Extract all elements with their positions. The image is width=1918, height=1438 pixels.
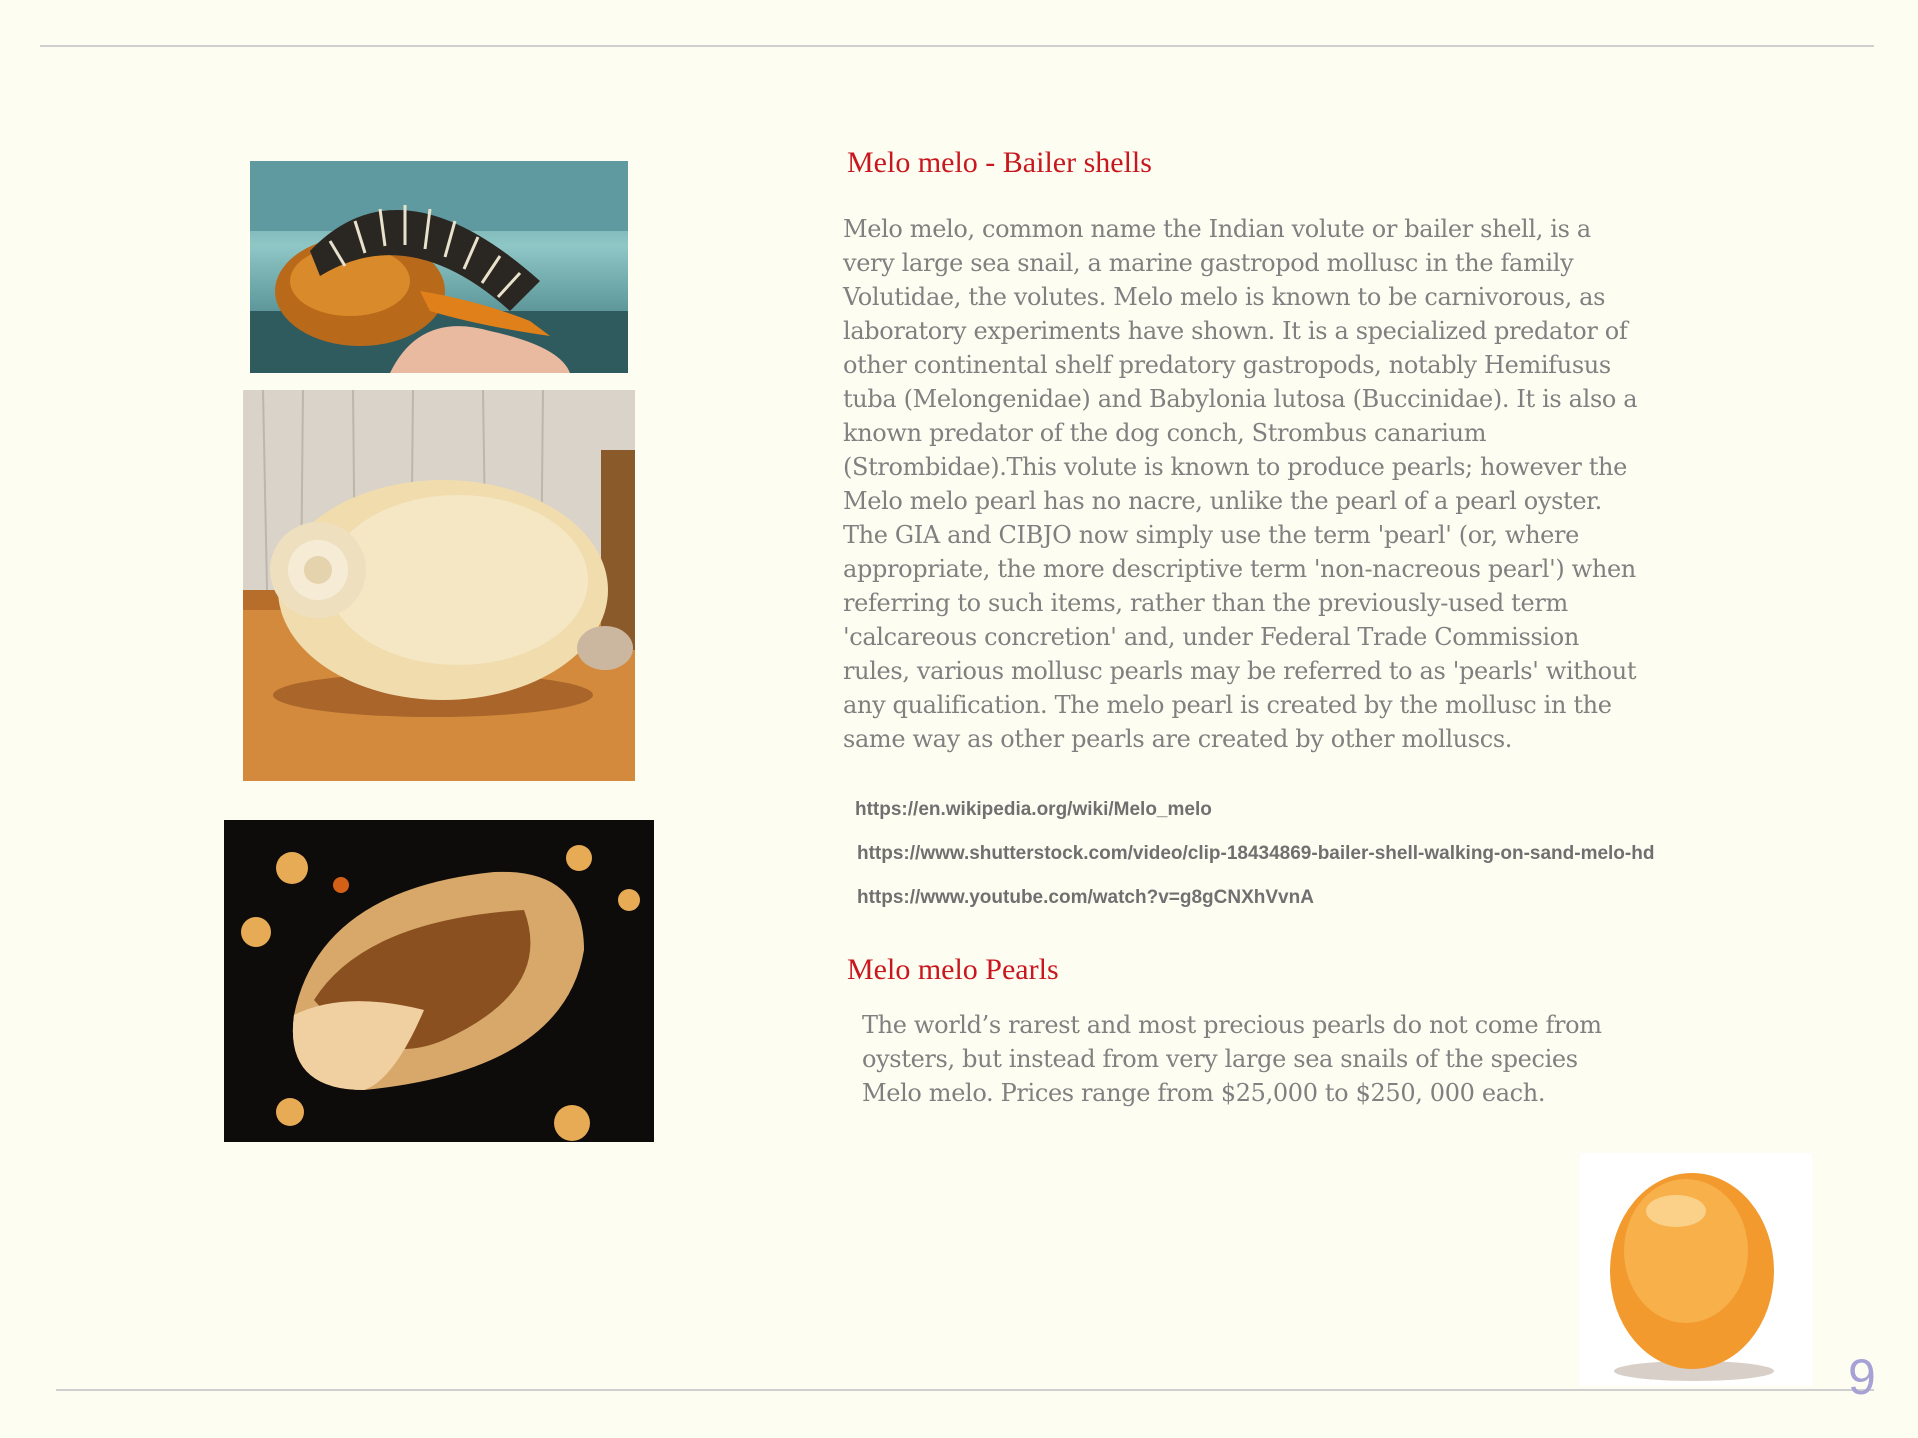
youtube-link[interactable]: https://www.youtube.com/watch?v=g8gCNXhVvnA (857, 887, 1314, 908)
text-line: oysters, but instead from very large sea snails of the species (862, 1045, 1578, 1073)
text-line: Melo melo pearl has no nacre, unlike the pearl of a pearl oyster. (843, 487, 1602, 515)
top-divider (40, 45, 1874, 47)
orange-melo-pearl-photo (1580, 1153, 1812, 1386)
text-line: other continental shelf predatory gastropods, notably Hemifusus (843, 351, 1611, 379)
text-line: very large sea snail, a marine gastropod mollusc in the family (843, 249, 1574, 277)
text-line: same way as other pearls are created by other molluscs. (843, 725, 1513, 753)
text-line: The world’s rarest and most precious pearls do not come from (862, 1011, 1602, 1039)
live-bailer-snail-photo (250, 161, 628, 373)
shutterstock-link[interactable]: https://www.shutterstock.com/video/clip-18434869-bailer-shell-walking-on-sand-melo-hd (857, 843, 1655, 864)
text-line: referring to such items, rather than the previously-used term (843, 589, 1568, 617)
text-line: Volutidae, the volutes. Melo melo is known to be carnivorous, as (843, 283, 1606, 311)
text-line: tuba (Melongenidae) and Babylonia lutosa (Buccinidae). It is also a (843, 385, 1638, 413)
text-line: 'calcareous concretion' and, under Federal Trade Commission (843, 623, 1579, 651)
text-line: Melo melo. Prices range from $25,000 to $250, 000 each. (862, 1079, 1546, 1107)
text-line: The GIA and CIBJO now simply use the term 'pearl' (or, where (843, 521, 1580, 549)
text-line: known predator of the dog conch, Strombus canarium (843, 419, 1487, 447)
text-line: laboratory experiments have shown. It is a specialized predator of (843, 317, 1628, 345)
text-line: (Strombidae).This volute is known to produce pearls; however the (843, 453, 1628, 481)
page-number: 9 (1848, 1349, 1876, 1405)
pearls-description (862, 1008, 1822, 1110)
reference-links (855, 800, 1654, 932)
text-line: Melo melo, common name the Indian volute or bailer shell, is a (843, 215, 1591, 243)
bailer-shell-description (843, 212, 1843, 756)
text-line: any qualification. The melo pearl is created by the mollusc in the (843, 691, 1612, 719)
wikipedia-link[interactable]: https://en.wikipedia.org/wiki/Melo_melo (855, 799, 1212, 820)
text-line: rules, various mollusc pearls may be referred to as 'pearls' without (843, 657, 1637, 685)
section-title-pearls: Melo melo Pearls (847, 953, 1059, 986)
bottom-divider (56, 1389, 1874, 1391)
shell-with-pearls-photo (224, 820, 654, 1142)
bailer-shell-photo (243, 390, 635, 781)
text-line: appropriate, the more descriptive term 'non-nacreous pearl') when (843, 555, 1636, 583)
section-title-bailer-shells: Melo melo - Bailer shells (847, 146, 1152, 179)
